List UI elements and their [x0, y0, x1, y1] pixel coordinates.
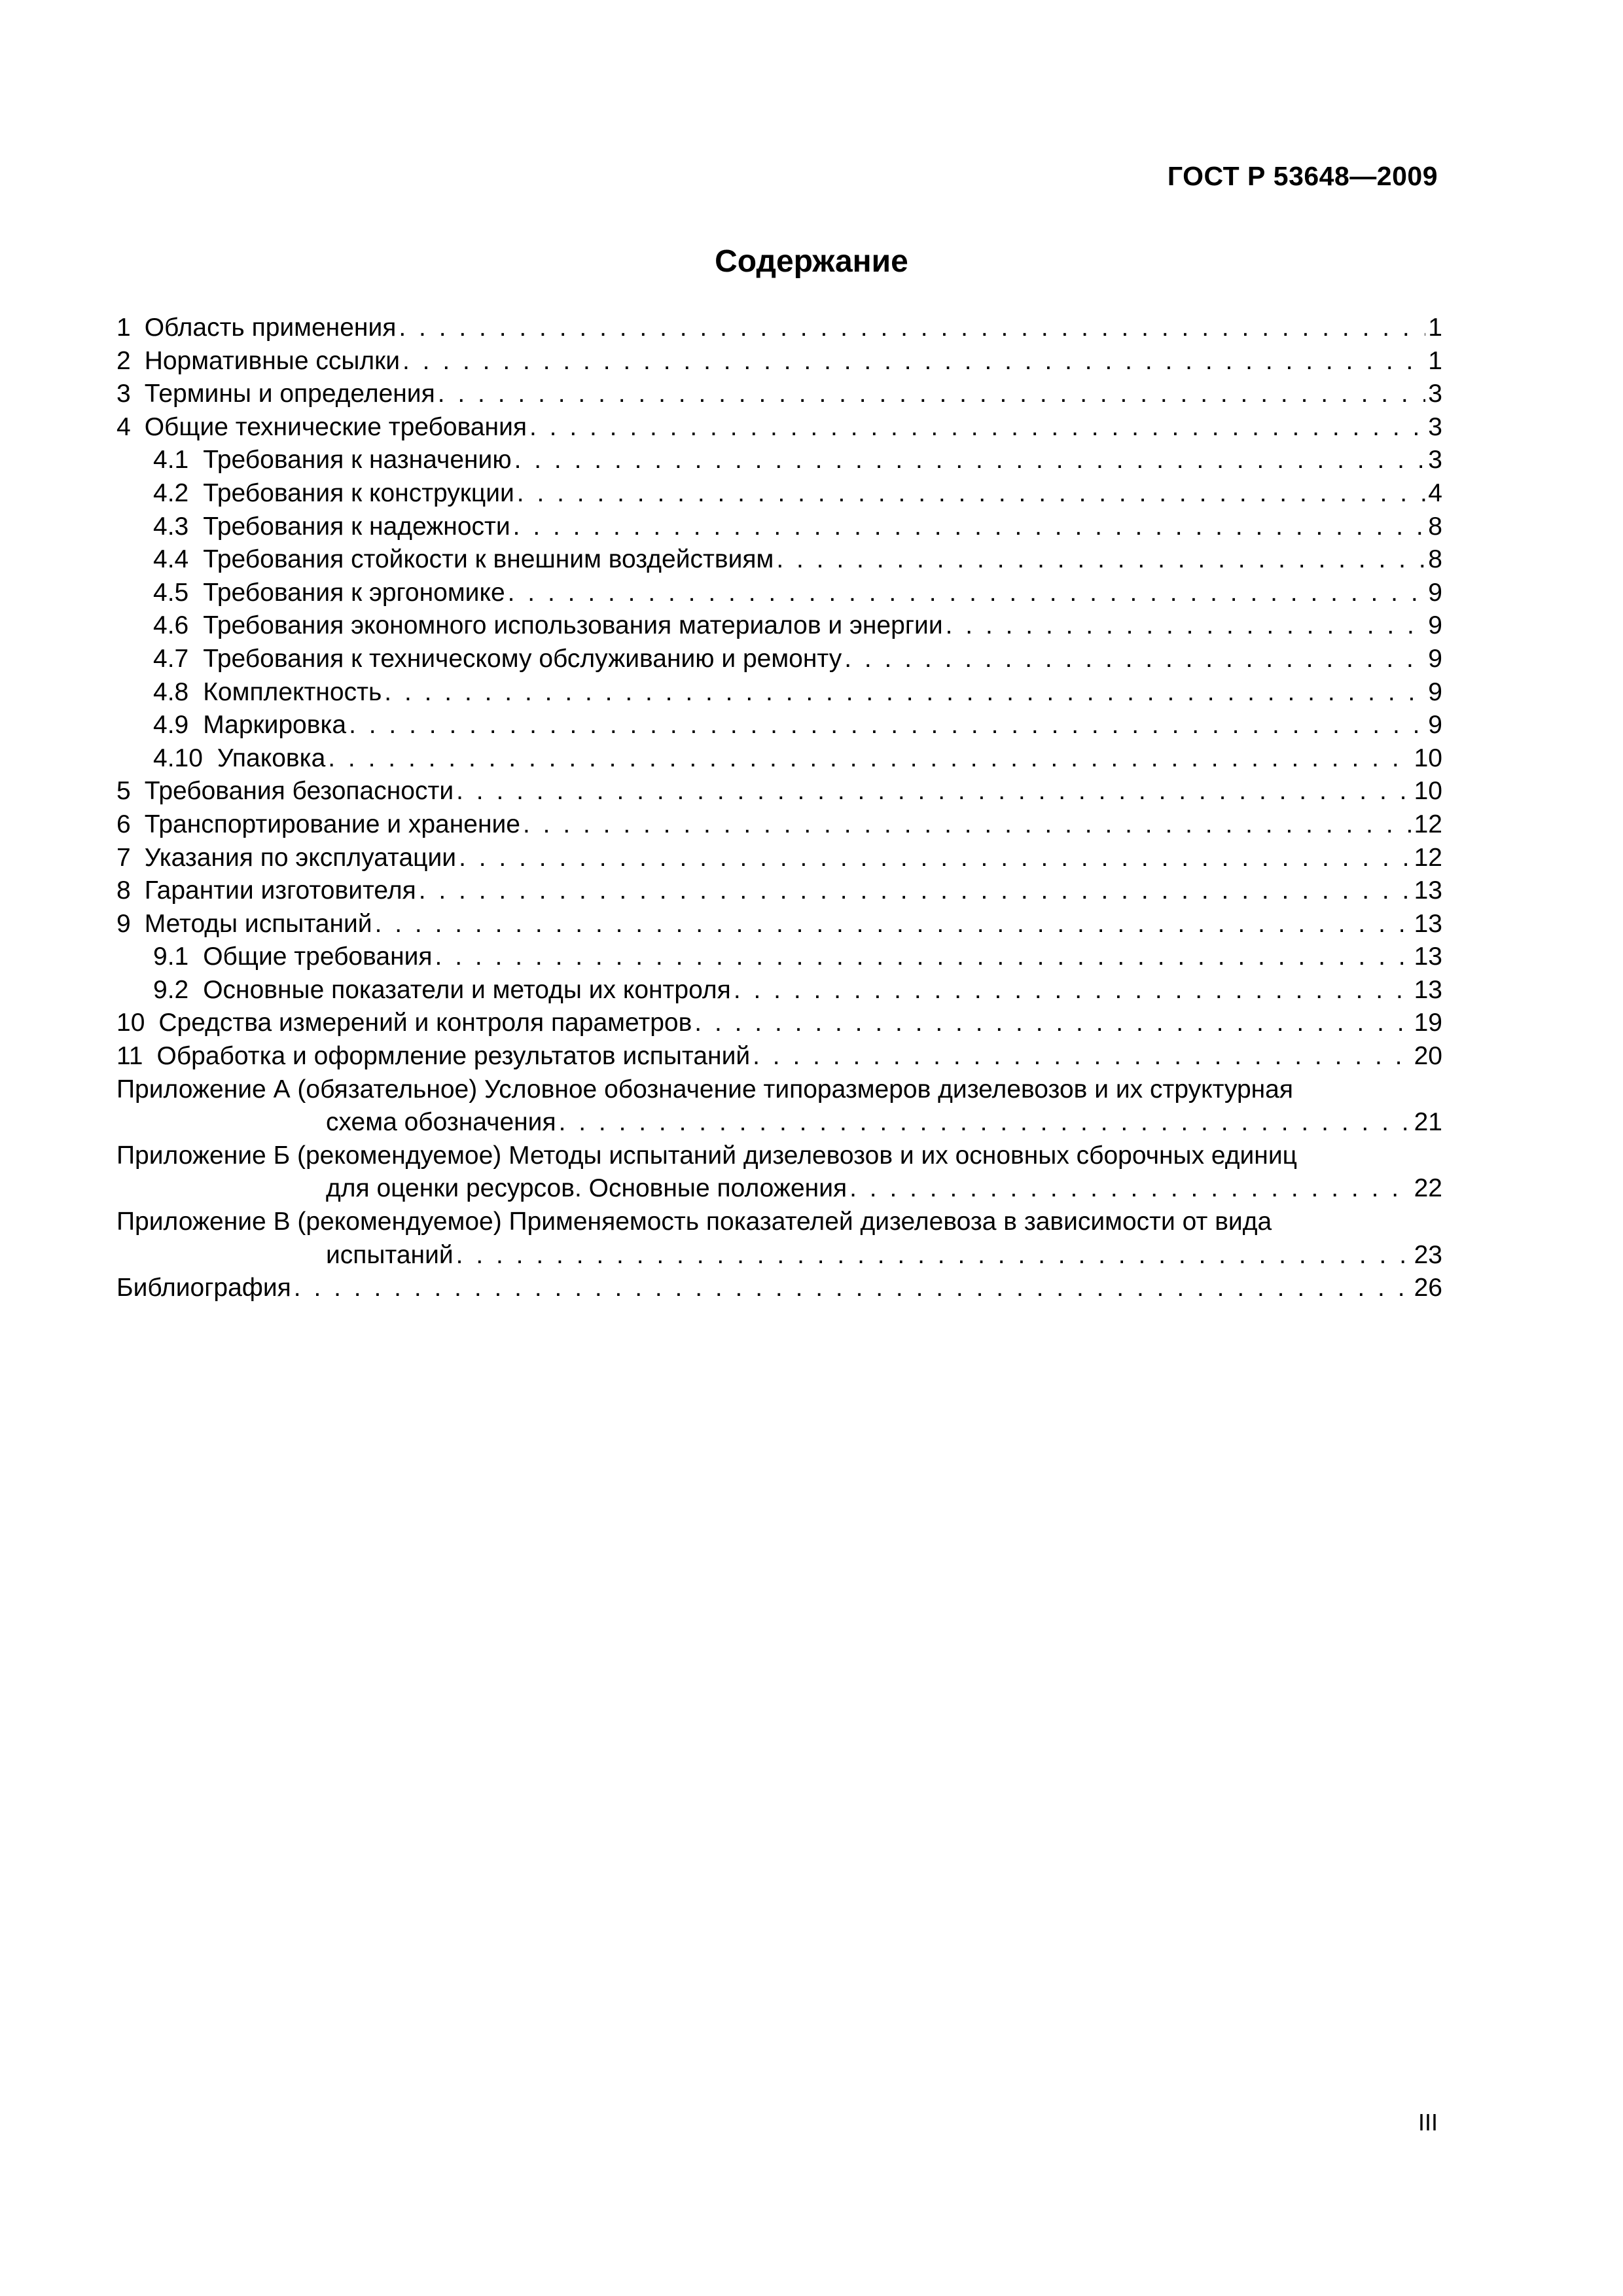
appendix-v-title: Приложение В (рекомендуемое) Применяемость показателей дизелевоза в зависимости от вида: [116, 1208, 1272, 1236]
appendix-a-continuation: [116, 1106, 1442, 1139]
toc-entry-number: 4.7: [153, 644, 189, 673]
dot-leader: [753, 1040, 1411, 1073]
toc-entry[interactable]: [116, 543, 1442, 577]
page-number: III: [1418, 2109, 1438, 2136]
table-of-contents: [116, 312, 1442, 1305]
toc-entry[interactable]: [116, 1040, 1442, 1073]
dot-leader: [438, 378, 1426, 411]
toc-entry-page: 4: [1428, 478, 1442, 507]
toc-entry-page: 10: [1414, 744, 1442, 772]
dot-leader: [435, 941, 1412, 974]
toc-entry-page: 3: [1428, 380, 1442, 408]
toc-entry-label: Гарантии изготовителя: [144, 876, 416, 905]
toc-entry-label: Общие технические требования: [144, 412, 527, 441]
toc-entry-number: 4.2: [153, 478, 189, 507]
toc-entry[interactable]: [116, 808, 1442, 842]
toc-entry-page: 13: [1414, 975, 1442, 1004]
toc-entry[interactable]: [116, 345, 1442, 378]
toc-entry[interactable]: [116, 676, 1442, 709]
dot-leader: [523, 808, 1412, 842]
toc-entry-number: 4.1: [153, 446, 189, 475]
toc-entry-label: Маркировка: [203, 711, 347, 740]
toc-entry-page: 9: [1428, 611, 1442, 640]
toc-entry-page: 12: [1414, 810, 1442, 838]
toc-entry[interactable]: [116, 1007, 1442, 1040]
dot-leader: [559, 1106, 1412, 1139]
dot-leader: [384, 676, 1425, 709]
appendix-a-title: Приложение А (обязательное) Условное обозначение типоразмеров дизелевозов и их структурная: [116, 1075, 1293, 1103]
appendix-b-continuation: [116, 1172, 1442, 1206]
toc-entry-page: 9: [1428, 711, 1442, 740]
appendix-b-page: 22: [1414, 1174, 1442, 1203]
toc-entry-number: 1: [116, 314, 131, 342]
toc-appendix-v[interactable]: [116, 1206, 1442, 1272]
toc-entry-page: 8: [1428, 512, 1442, 541]
toc-entry[interactable]: [116, 974, 1442, 1007]
toc-entry-page: 3: [1428, 446, 1442, 475]
toc-entry-number: 6: [116, 810, 131, 838]
toc-entry-label: Средства измерений и контроля параметров: [158, 1009, 692, 1037]
toc-entry[interactable]: [116, 411, 1442, 444]
toc-entry-page: 8: [1428, 545, 1442, 574]
dot-leader: [402, 345, 1425, 378]
toc-bibliography[interactable]: [116, 1272, 1442, 1305]
toc-entry-number: 4.3: [153, 512, 189, 541]
dot-leader: [517, 477, 1426, 511]
toc-entry-label: Область применения: [144, 314, 397, 342]
page-title: Содержание: [715, 244, 908, 279]
toc-entries: [116, 312, 1442, 1073]
dot-leader: [419, 874, 1412, 908]
dot-leader: [844, 643, 1425, 676]
appendix-b-title: Приложение Б (рекомендуемое) Методы испытаний дизелевозов и их основных сборочных единиц: [116, 1141, 1297, 1170]
dot-leader: [508, 577, 1426, 610]
toc-entry[interactable]: [116, 874, 1442, 908]
toc-entry[interactable]: [116, 742, 1442, 776]
toc-entry-label: Требования к техническому обслуживанию и ремонту: [203, 644, 842, 673]
toc-entry-number: 7: [116, 843, 131, 872]
toc-entry-number: 4.6: [153, 611, 189, 640]
toc-entry-number: 4.5: [153, 578, 189, 607]
toc-entry-number: 4: [116, 412, 131, 441]
toc-entry-page: 19: [1414, 1009, 1442, 1037]
document-code: ГОСТ Р 53648—2009: [1167, 161, 1438, 191]
dot-leader: [456, 775, 1412, 808]
toc-entry-page: 10: [1414, 777, 1442, 806]
toc-entry-label: Требования к назначению: [203, 446, 512, 475]
toc-entry-number: 9.2: [153, 975, 189, 1004]
toc-entry[interactable]: [116, 908, 1442, 941]
toc-appendix-b[interactable]: [116, 1139, 1442, 1206]
appendix-v-continuation: [116, 1239, 1442, 1272]
toc-entry-label: Требования экономного использования материалов и энергии: [203, 611, 943, 640]
dot-leader: [294, 1272, 1412, 1305]
toc-entry-number: 9.1: [153, 942, 189, 971]
toc-entry[interactable]: [116, 609, 1442, 643]
bibliography-page: 26: [1414, 1274, 1442, 1302]
dot-leader: [349, 709, 1425, 742]
toc-entry-page: 12: [1414, 843, 1442, 872]
appendix-v-page: 23: [1414, 1240, 1442, 1269]
toc-entry[interactable]: [116, 842, 1442, 875]
toc-entry[interactable]: [116, 444, 1442, 477]
toc-entry-page: 1: [1428, 314, 1442, 342]
toc-entry-number: 4.10: [153, 744, 203, 772]
toc-entry-page: 1: [1428, 346, 1442, 375]
toc-entry-number: 3: [116, 380, 131, 408]
toc-entry-number: 4.9: [153, 711, 189, 740]
toc-entry-label: Указания по эксплуатации: [144, 843, 457, 872]
dot-leader: [734, 974, 1412, 1007]
toc-entry-number: 5: [116, 777, 131, 806]
toc-entry-number: 8: [116, 876, 131, 905]
dot-leader: [513, 511, 1426, 544]
toc-entry-number: 2: [116, 346, 131, 375]
toc-entry-page: 20: [1414, 1042, 1442, 1071]
toc-entry-page: 13: [1414, 876, 1442, 905]
appendix-a-page: 21: [1414, 1108, 1442, 1137]
appendix-a-title-cont: схема обозначения: [326, 1108, 556, 1137]
appendix-b-title-cont: для оценки ресурсов. Основные положения: [326, 1174, 847, 1203]
dot-leader: [694, 1007, 1411, 1040]
toc-entry-number: 9: [116, 909, 131, 938]
toc-entry-label: Транспортирование и хранение: [144, 810, 520, 838]
appendix-v-title-cont: испытаний: [326, 1240, 454, 1269]
toc-entry-page: 9: [1428, 644, 1442, 673]
dot-leader: [514, 444, 1426, 477]
dot-leader: [849, 1172, 1411, 1206]
toc-entry-label: Упаковка: [217, 744, 326, 772]
toc-entry-label: Требования к конструкции: [203, 478, 514, 507]
toc-entry-page: 9: [1428, 677, 1442, 706]
toc-entry[interactable]: [116, 709, 1442, 742]
toc-entry-label: Основные показатели и методы их контроля: [203, 975, 731, 1004]
toc-entry[interactable]: [116, 477, 1442, 511]
toc-entry-label: Методы испытаний: [144, 909, 372, 938]
toc-entry-page: 13: [1414, 909, 1442, 938]
toc-entry-page: 3: [1428, 412, 1442, 441]
toc-entry[interactable]: [116, 775, 1442, 808]
toc-entry[interactable]: [116, 312, 1442, 345]
dot-leader: [456, 1239, 1412, 1272]
toc-entry[interactable]: [116, 378, 1442, 411]
toc-entry-label: Обработка и оформление результатов испытаний: [156, 1042, 751, 1071]
toc-entry-page: 9: [1428, 578, 1442, 607]
toc-entry[interactable]: [116, 643, 1442, 676]
toc-entry-label: Требования к эргономике: [203, 578, 505, 607]
toc-entry-label: Требования стойкости к внешним воздействиям: [203, 545, 774, 574]
dot-leader: [776, 543, 1425, 577]
toc-entry-label: Термины и определения: [144, 380, 435, 408]
toc-entry[interactable]: [116, 577, 1442, 610]
dot-leader: [946, 609, 1426, 643]
toc-entry-number: 4.8: [153, 677, 189, 706]
toc-entry-label: Общие требования: [203, 942, 433, 971]
toc-entry-label: Требования к надежности: [203, 512, 510, 541]
toc-entry-page: 13: [1414, 942, 1442, 971]
toc-entry-number: 4.4: [153, 545, 189, 574]
dot-leader: [399, 312, 1425, 345]
toc-entry-number: 10: [116, 1009, 145, 1037]
toc-entry-label: Требования безопасности: [144, 777, 454, 806]
dot-leader: [328, 742, 1411, 776]
dot-leader: [459, 842, 1412, 875]
toc-entry-label: Комплектность: [203, 677, 382, 706]
toc-entry-number: 11: [116, 1042, 143, 1071]
toc-entry-label: Нормативные ссылки: [144, 346, 400, 375]
toc-entry[interactable]: [116, 511, 1442, 544]
bibliography-label: Библиография: [116, 1274, 291, 1302]
dot-leader: [375, 908, 1412, 941]
toc-entry[interactable]: [116, 941, 1442, 974]
toc-appendix-a[interactable]: [116, 1073, 1442, 1139]
dot-leader: [529, 411, 1425, 444]
